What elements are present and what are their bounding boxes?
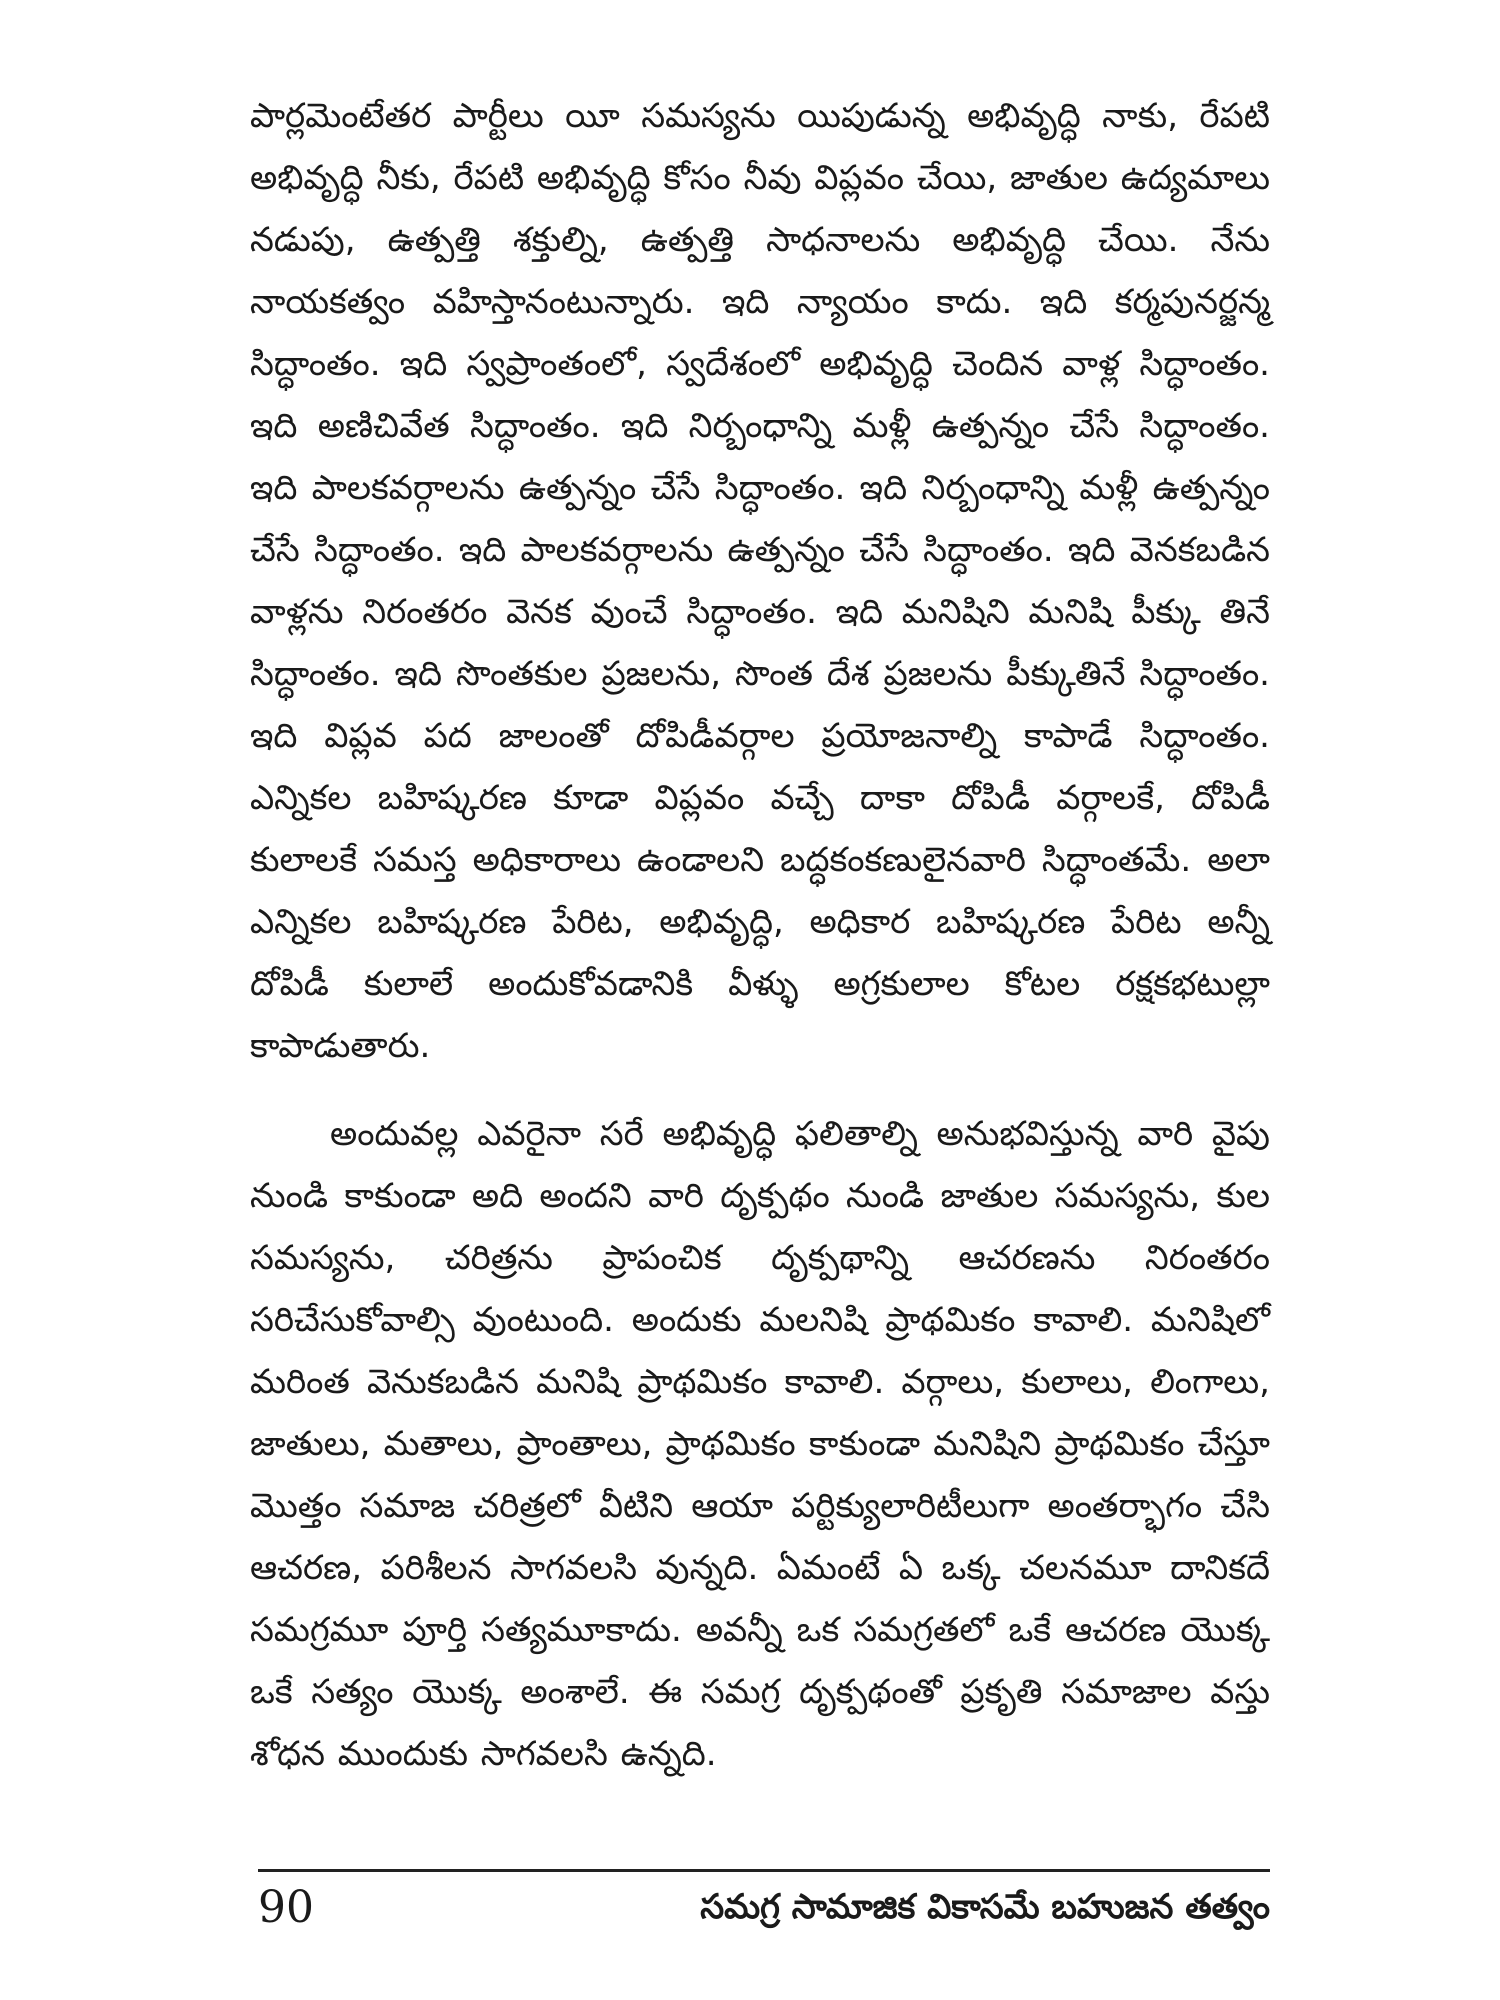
running-title: సమగ్ర సామాజిక వికాసమే బహుజన తత్వం <box>700 1887 1270 1927</box>
body-text <box>250 85 1270 1785</box>
paragraph-2: అందువల్ల ఎవరైనా సరే అభివృద్ధి ఫలితాల్ని అనుభవిస్తున్న వారి వైపు నుండి కాకుండా అది అందని వారి దృక్పథం నుండి జాతుల సమస్యను, కుల సమస్యను, చరిత్రను ప్రాపంచిక దృక్పథాన్ని ఆచరణను నిరంతరం సరిచేసుకోవాల్సి వుంటుంది. అందుకు మలనిషి ప్రాథమికం కావాలి. మనిషిలో మరింత వెనుకబడిన మనిషి ప్రాథమికం కావాలి. వర్గాలు, కులాలు, లింగాలు, జాతులు, మతాలు, ప్రాంతాలు, ప్రాథమికం కాకుండా మనిషిని ప్రాథమికం చేస్తూ మొత్తం సమాజ చరిత్రలో వీటిని ఆయా పర్టిక్యులారిటీలుగా అంతర్భాగం చేసి ఆచరణ, పరిశీలన సాగవలసి వున్నది. ఏమంటే ఏ ఒక్క చలనమూ దానికదే సమగ్రమూ పూర్తి సత్యమూకాదు. అవన్నీ ఒక సమగ్రతలో ఒకే ఆచరణ యొక్క ఒకే సత్యం యొక్క అంశాలే. ఈ సమగ్ర దృక్పథంతో ప్రకృతి సమాజాల వస్తు శోధన ముందుకు సాగవలసి ఉన్నది. <box>250 1114 1270 1774</box>
footer-divider <box>258 1869 1270 1872</box>
page-number: 90 <box>258 1882 314 1933</box>
paragraph-1: పార్లమెంటేతర పార్టీలు యీ సమస్యను యిపుడున్న అభివృద్ధి నాకు, రేపటి అభివృద్ధి నీకు, రేపటి అభివృద్ధి కోసం నీవు విప్లవం చేయి, జాతుల ఉద్యమాలు నడుపు, ఉత్పత్తి శక్తుల్ని, ఉత్పత్తి సాధనాలను అభివృద్ధి చేయి. నేను నాయకత్వం వహిస్తానంటున్నారు. ఇది న్యాయం కాదు. ఇది కర్మపునర్జన్మ సిద్ధాంతం. ఇది స్వప్రాంతంలో, స్వదేశంలో అభివృద్ధి చెందిన వాళ్ల సిద్ధాంతం. ఇది అణిచివేత సిద్ధాంతం. ఇది నిర్బంధాన్ని మళ్లీ ఉత్పన్నం చేసే సిద్ధాంతం. ఇది పాలకవర్గాలను ఉత్పన్నం చేసే సిద్ధాంతం. ఇది నిర్బంధాన్ని మళ్లీ ఉత్పన్నం చేసే సిద్ధాంతం. ఇది పాలకవర్గాలను ఉత్పన్నం చేసే సిద్ధాంతం. ఇది వెనకబడిన వాళ్లను నిరంతరం వెనక వుంచే సిద్ధాంతం. ఇది మనిషిని మనిషి పీక్కు తినే సిద్ధాంతం. ఇది సొంతకుల ప్రజలను, సొంత దేశ ప్రజలను పీక్కుతినే సిద్ధాంతం. ఇది విప్లవ పద జాలంతో దోపిడీవర్గాల ప్రయోజనాల్ని కాపాడే సిద్ధాంతం. ఎన్నికల బహిష్కరణ కూడా విప్లవం వచ్చే దాకా దోపిడీ వర్గాలకే, దోపిడీ కులాలకే సమస్త అధికారాలు ఉండాలని బద్ధకంకణులైనవారి సిద్ధాంతమే. అలా ఎన్నికల బహిష్కరణ పేరిట, అభివృద్ధి, అధికార బహిష్కరణ పేరిట అన్నీ దోపిడీ కులాలే అందుకోవడానికి వీళ్ళు అగ్రకులాల కోటల రక్షకభటుల్లా కాపాడుతారు. <box>250 96 1270 1066</box>
